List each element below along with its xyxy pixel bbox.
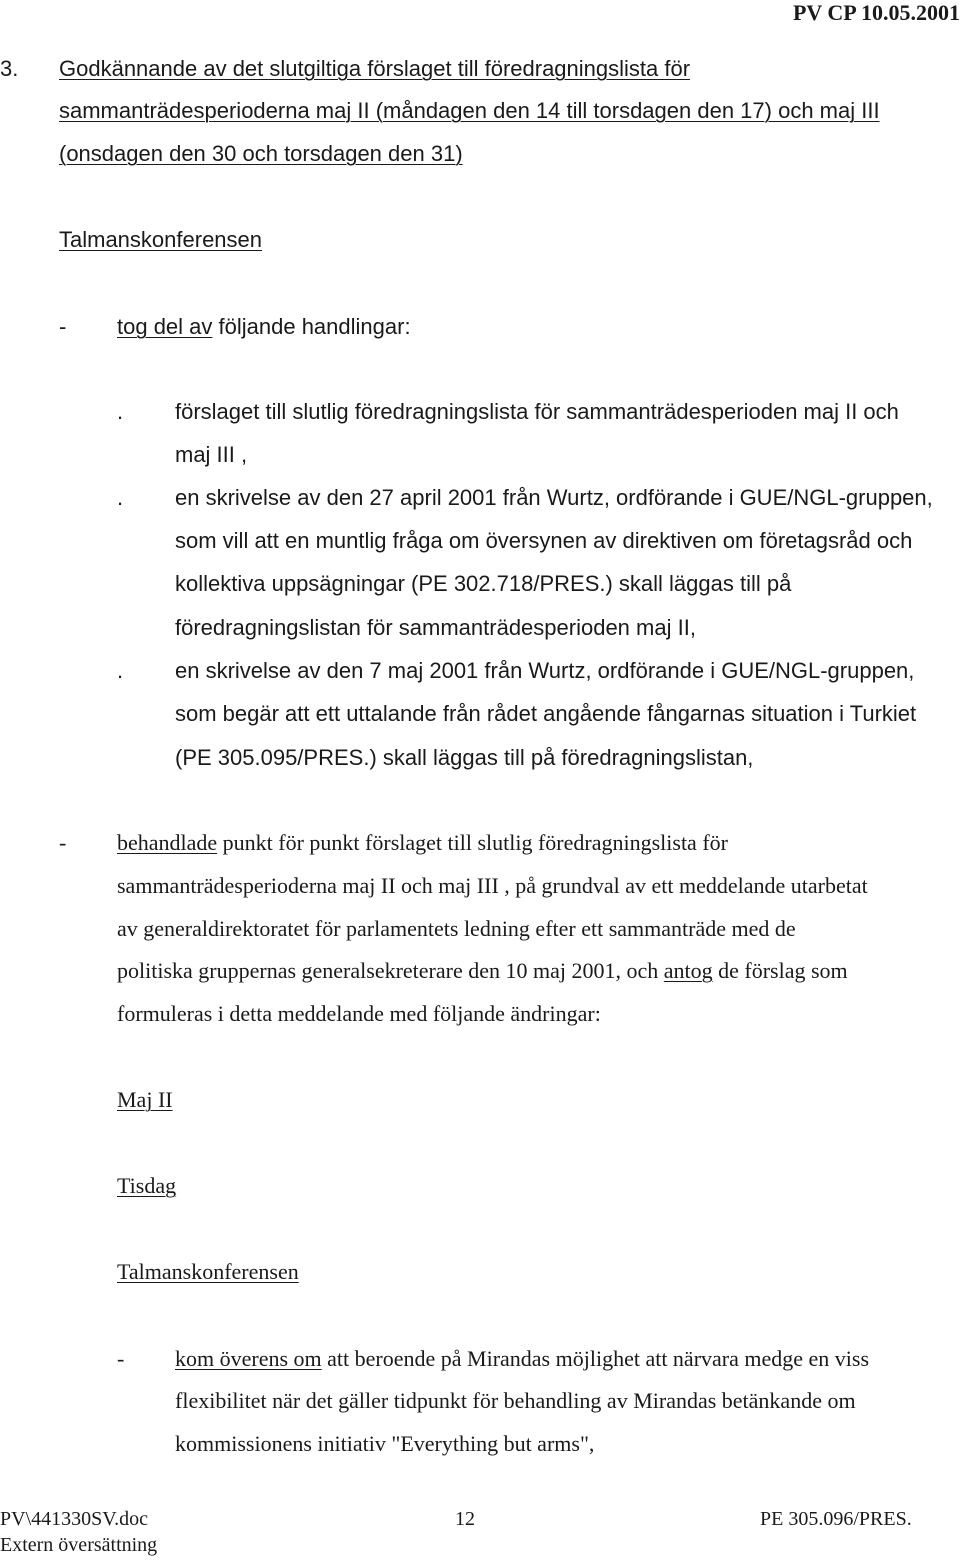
section-number: 3. [0,56,19,81]
action-verb: kom överens om [175,1346,322,1371]
item-text: punkt för punkt förslaget till slutlig föredragningslista för [217,830,728,855]
item-line: sammanträdesperioderna maj II och maj III , på grundval av ett meddelande utarbetat [117,873,868,898]
doc-line: föredragningslistan för sammanträdesperioden maj II, [175,615,696,640]
footer-filename: PV\441330SV.doc [0,1508,148,1530]
item-line [117,830,728,856]
doc-line: som vill att en muntlig fråga om översynen av direktiven om företagsråd och [175,528,913,553]
item-text: politiska gruppernas generalsekreterare den 10 maj 2001, och [117,958,664,983]
doc-bullet: . [117,399,124,424]
item-text: de förslag som [712,958,848,983]
item-line [117,958,848,984]
action-verb: behandlade [117,830,218,855]
item-line [117,314,411,340]
item-line [175,1346,869,1372]
doc-line: en skrivelse av den 27 april 2001 från Wurtz, ordförande i GUE/NGL-gruppen, [175,485,933,510]
doc-line: som begär att ett uttalande från rådet angående fångarnas situation i Turkiet [175,701,917,726]
doc-bullet: . [117,658,124,683]
doc-line: (PE 305.095/PRES.) skall läggas till på föredragningslistan, [175,745,754,770]
document-reference: PV CP 10.05.2001 [792,0,960,25]
action-verb: antog [663,958,713,983]
footer-pe-reference: PE 305.096/PRES. [760,1508,912,1530]
action-verb: tog del av [117,314,213,339]
item-dash: - [59,830,67,855]
doc-line: kollektiva uppsägningar (PE 302.718/PRES.) skall läggas till på [175,571,792,596]
item-text: följande handlingar: [212,314,411,339]
day-heading: Tisdag [117,1173,177,1198]
session-heading: Maj II [117,1087,173,1112]
page-number: 12 [455,1508,475,1530]
doc-line: en skrivelse av den 7 maj 2001 från Wurtz, ordförande i GUE/NGL-gruppen, [175,658,915,683]
item-text: att beroende på Mirandas möjlighet att närvara medge en viss [321,1346,870,1371]
doc-line: förslaget till slutlig föredragningslista för sammanträdesperioden maj II och [175,399,899,424]
item-line: av generaldirektoratet för parlamentets ledning efter ett sammanträde med de [117,916,796,941]
item-line: flexibilitet när det gäller tidpunkt för behandling av Mirandas betänkande om [175,1388,856,1413]
doc-line: maj III , [175,442,248,467]
section-title-line-2: sammanträdesperioderna maj II (måndagen den 14 till torsdagen den 17) och maj III [59,98,880,123]
footer-translation: Extern översättning [0,1534,158,1556]
item-dash: - [59,314,67,339]
body-name: Talmanskonferensen [59,227,263,252]
body-name: Talmanskonferensen [117,1259,299,1284]
item-line: formuleras i detta meddelande med följande ändringar: [117,1001,601,1026]
item-line: kommissionens initiativ "Everything but arms", [175,1431,595,1456]
section-title-line-3: (onsdagen den 30 och torsdagen den 31) [59,141,463,166]
doc-bullet: . [117,485,124,510]
section-title-line-1: Godkännande av det slutgiltiga förslaget till föredragningslista för [59,56,691,81]
item-dash: - [117,1346,125,1371]
